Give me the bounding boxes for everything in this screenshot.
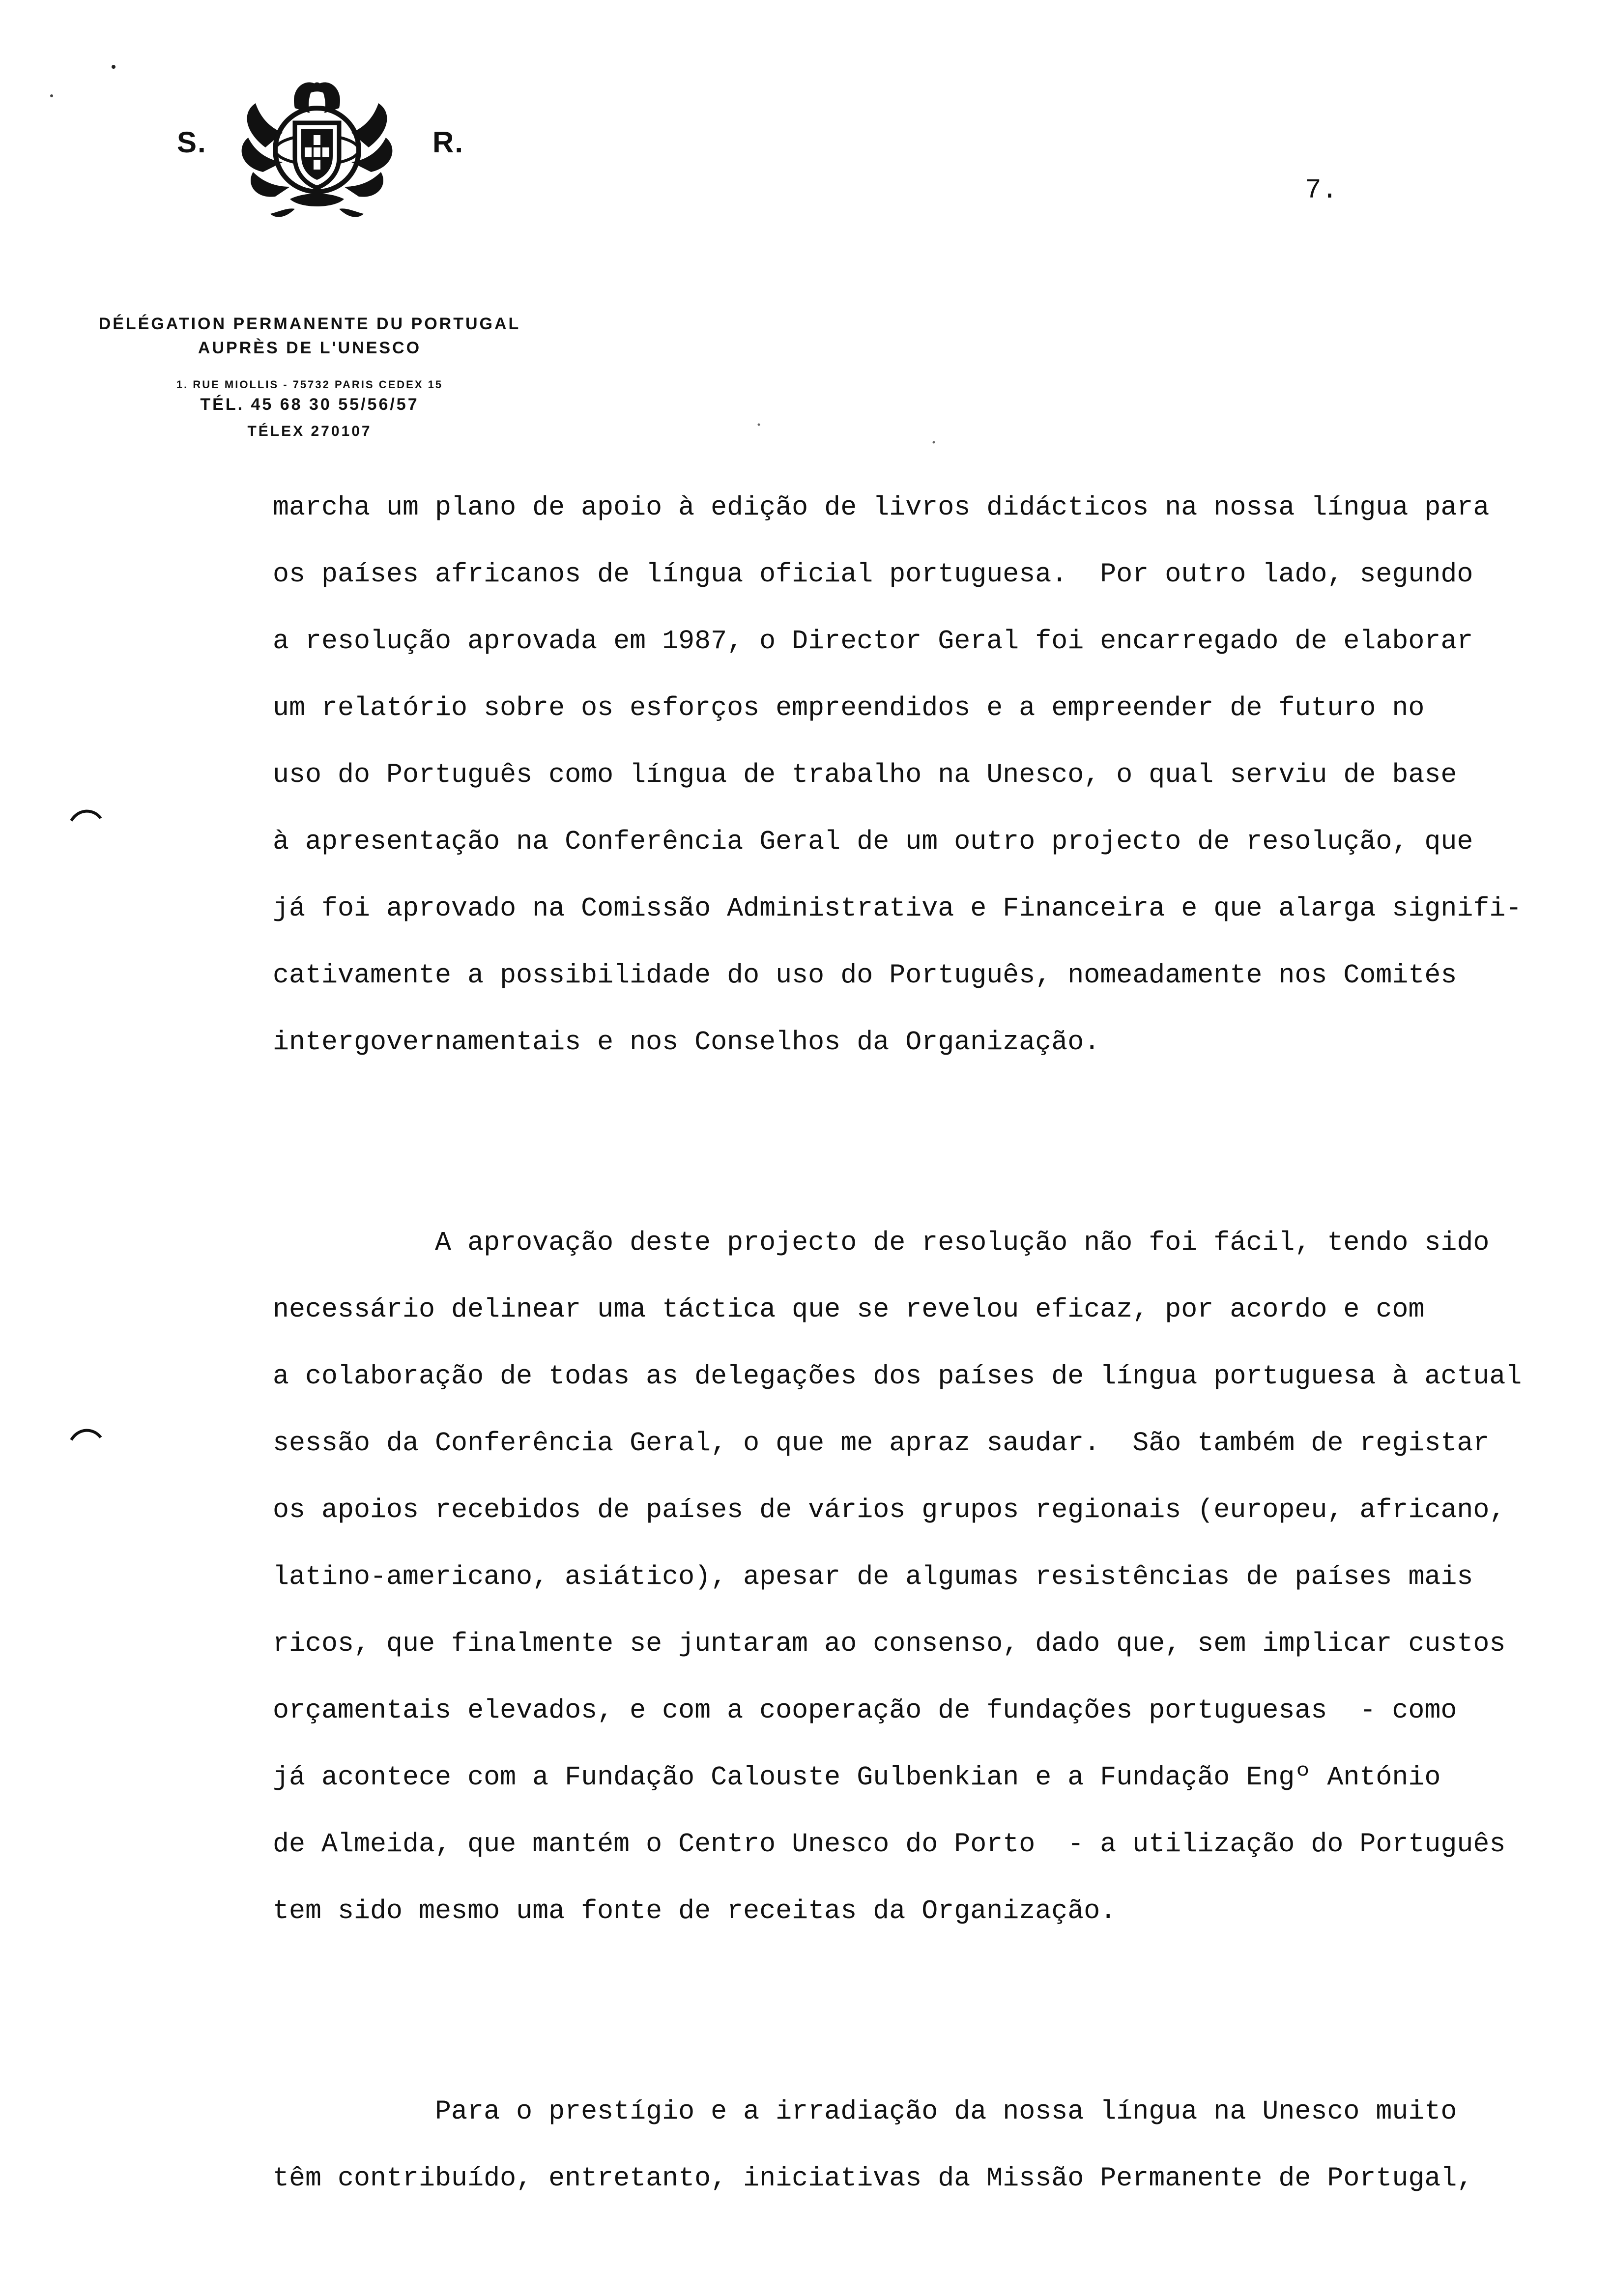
- text-line: cativamente a possibilidade do uso do Português, nomeadamente nos Comités: [273, 960, 1457, 991]
- text-line: orçamentais elevados, e com a cooperação de fundações portuguesas - como: [273, 1695, 1457, 1726]
- text-line: os países africanos de língua oficial portuguesa. Por outro lado, segundo: [273, 559, 1473, 590]
- letterhead-address: 1. RUE MIOLLIS - 75732 PARIS CEDEX 15: [176, 378, 443, 391]
- text-line: sessão da Conferência Geral, o que me apraz saudar. São também de registar: [273, 1428, 1490, 1459]
- punch-hole-mark: [69, 1425, 103, 1445]
- text-line: latino-americano, asiático), apesar de algumas resistências de países mais: [273, 1561, 1473, 1592]
- letterhead-initial-left: S.: [177, 126, 207, 159]
- document-body: [273, 474, 1600, 2212]
- letterhead-phone: TÉL. 45 68 30 55/56/57: [200, 395, 419, 414]
- text-line: marcha um plano de apoio à edição de livros didácticos na nossa língua para: [273, 492, 1490, 523]
- letterhead-organization: DÉLÉGATION PERMANENTE DU PORTUGAL: [98, 315, 521, 333]
- paragraph-3: [273, 2078, 1600, 2212]
- text-line: um relatório sobre os esforços empreendidos e a empreender de futuro no: [273, 692, 1425, 723]
- paragraph-2: [273, 1209, 1600, 1945]
- text-line: A aprovação deste projecto de resolução não foi fácil, tendo sido: [273, 1227, 1490, 1258]
- text-line: os apoios recebidos de países de vários grupos regionais (europeu, africano,: [273, 1494, 1506, 1525]
- scan-mark-dot: [757, 423, 761, 427]
- letterhead-initial-right: R.: [432, 126, 464, 159]
- text-line: à apresentação na Conferência Geral de um outro projecto de resolução, que: [273, 826, 1473, 857]
- text-line: tem sido mesmo uma fonte de receitas da Organização.: [273, 1895, 1117, 1926]
- text-line: Para o prestígio e a irradiação da nossa língua na Unesco muito: [273, 2096, 1457, 2127]
- paragraph-1: [273, 474, 1600, 1076]
- scan-mark-dot: [931, 440, 936, 445]
- paragraph-gap: [273, 1076, 1600, 1209]
- text-line: de Almeida, que mantém o Centro Unesco do Porto - a utilização do Português: [273, 1829, 1506, 1860]
- scan-mark-dot: [49, 93, 54, 98]
- punch-hole-mark: [69, 806, 103, 826]
- text-line: intergovernamentais e nos Conselhos da Organização.: [273, 1027, 1100, 1058]
- letterhead: [74, 74, 546, 440]
- text-line: a colaboração de todas as delegações dos países de língua portuguesa à actual: [273, 1361, 1522, 1392]
- crest-row: [74, 74, 546, 221]
- text-line: uso do Português como língua de trabalho na Unesco, o qual serviu de base: [273, 759, 1457, 790]
- letterhead-subtitle: AUPRÈS DE L'UNESCO: [198, 339, 422, 357]
- scan-mark-dot: [111, 64, 116, 70]
- letterhead-telex: TÉLEX 270107: [247, 423, 372, 439]
- text-line: já acontece com a Fundação Calouste Gulbenkian e a Fundação Engº António: [273, 1762, 1441, 1793]
- paragraph-gap: [273, 1945, 1600, 2078]
- text-line: a resolução aprovada em 1987, o Director Geral foi encarregado de elaborar: [273, 626, 1473, 657]
- text-line: já foi aprovado na Comissão Administrativa e Financeira e que alarga signifi-: [273, 893, 1522, 924]
- coat-of-arms-icon: [236, 74, 398, 221]
- text-line: têm contribuído, entretanto, iniciativas da Missão Permanente de Portugal,: [273, 2163, 1473, 2194]
- page-number: 7.: [1305, 174, 1338, 206]
- text-line: ricos, que finalmente se juntaram ao consenso, dado que, sem implicar custos: [273, 1628, 1506, 1659]
- text-line: necessário delinear uma táctica que se revelou eficaz, por acordo e com: [273, 1294, 1425, 1325]
